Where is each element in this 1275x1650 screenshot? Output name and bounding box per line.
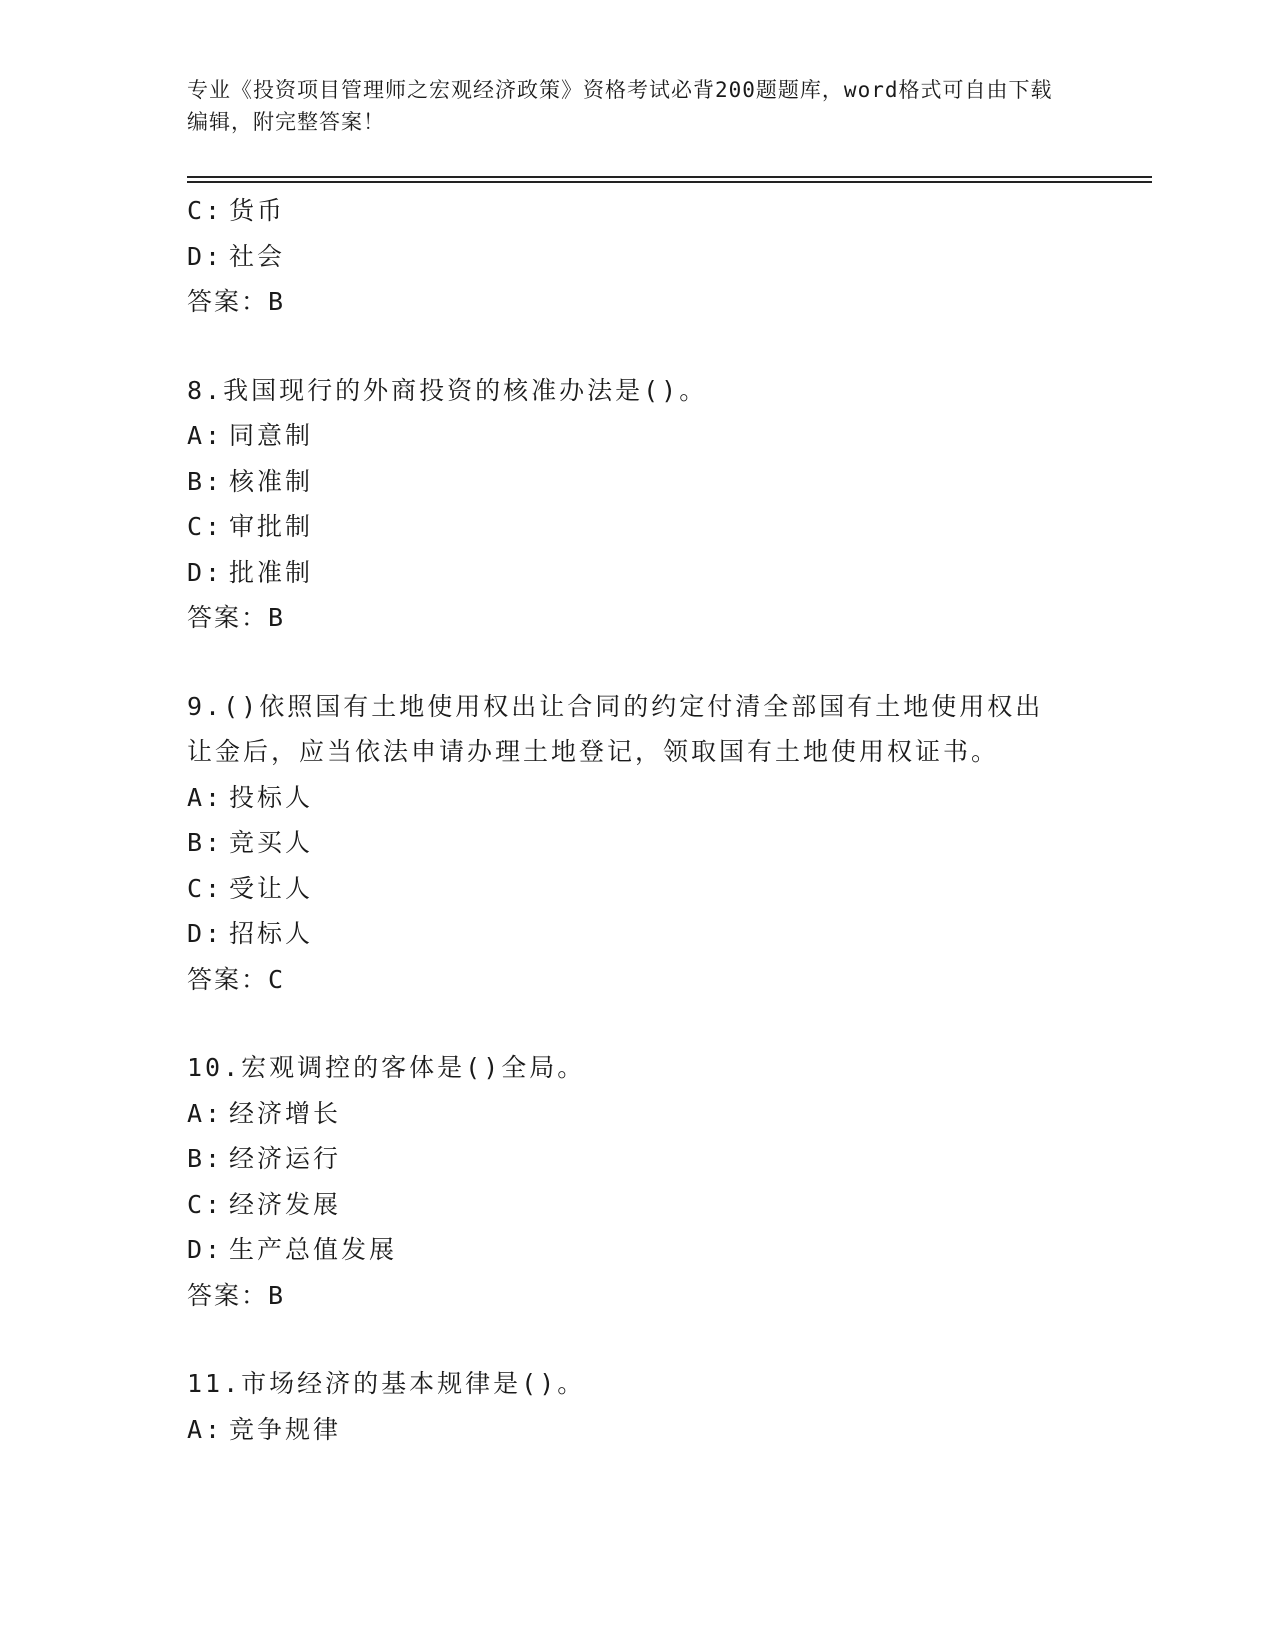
question-stem: 9.()依照国有土地使用权出让合同的约定付清全部国有土地使用权出让金后，应当依法申请办理土地登记，领取国有土地使用权证书。	[187, 691, 1044, 766]
option-c	[187, 866, 1067, 912]
answer-value: B	[268, 1280, 286, 1310]
answer-line	[187, 279, 1067, 325]
option-letter: A:	[187, 1098, 224, 1128]
question-stem: 8.我国现行的外商投资的核准办法是()。	[187, 375, 708, 405]
answer-value: B	[268, 287, 286, 316]
option-text: 招标人	[229, 919, 314, 948]
option-letter: D:	[187, 241, 224, 271]
option-letter: B:	[187, 466, 224, 496]
option-letter: C:	[187, 873, 224, 903]
question-11	[187, 1361, 1067, 1452]
answer-label: 答案：	[187, 603, 269, 632]
header-divider-double	[187, 181, 1152, 183]
option-b	[187, 1136, 1067, 1182]
header-divider	[187, 176, 1152, 178]
answer-label: 答案：	[187, 287, 269, 316]
option-c	[187, 504, 1067, 550]
option-a	[187, 775, 1067, 821]
option-letter: D:	[187, 919, 224, 948]
option-text: 批准制	[229, 557, 314, 587]
option-a	[187, 1091, 1067, 1137]
option-text: 社会	[229, 241, 286, 271]
option-letter: A:	[187, 782, 224, 812]
option-letter: C:	[187, 196, 224, 225]
document-header: 专业《投资项目管理师之宏观经济政策》资格考试必背200题题库，word格式可自由下载编辑，附完整答案！	[187, 78, 1053, 134]
option-text: 经济增长	[229, 1098, 342, 1128]
option-d	[187, 1227, 1067, 1273]
option-a	[187, 1407, 1067, 1453]
question-7-continuation	[187, 188, 1067, 325]
question-list	[187, 188, 1067, 1452]
answer-label: 答案：	[187, 964, 269, 994]
option-text: 经济发展	[229, 1189, 342, 1219]
option-letter: C:	[187, 1189, 224, 1219]
answer-value: B	[268, 603, 286, 632]
option-text: 经济运行	[229, 1144, 342, 1173]
option-letter: D:	[187, 1235, 224, 1264]
answer-line	[187, 957, 1067, 1003]
question-9	[187, 684, 1067, 1003]
option-c	[187, 1182, 1067, 1228]
option-text: 核准制	[229, 466, 314, 496]
option-text: 投标人	[229, 782, 314, 812]
option-letter: A:	[187, 421, 224, 450]
answer-value: C	[268, 964, 286, 994]
option-c	[187, 188, 1067, 234]
option-text: 同意制	[229, 421, 314, 450]
option-d	[187, 550, 1067, 596]
option-d	[187, 911, 1067, 957]
option-d	[187, 234, 1067, 280]
question-8	[187, 368, 1067, 641]
question-stem: 10.宏观调控的客体是()全局。	[187, 1053, 586, 1082]
option-text: 审批制	[229, 512, 314, 541]
option-text: 竞买人	[229, 828, 314, 857]
option-text: 竞争规律	[229, 1414, 342, 1444]
option-b	[187, 820, 1067, 866]
question-10	[187, 1045, 1067, 1318]
answer-line	[187, 1273, 1067, 1319]
option-text: 货币	[229, 196, 286, 225]
option-letter: D:	[187, 557, 224, 587]
option-letter: B:	[187, 1144, 224, 1173]
answer-label: 答案：	[187, 1280, 269, 1310]
option-b	[187, 459, 1067, 505]
option-text: 生产总值发展	[229, 1235, 398, 1264]
option-letter: B:	[187, 828, 224, 857]
option-letter: C:	[187, 512, 224, 541]
answer-line	[187, 595, 1067, 641]
question-stem: 11.市场经济的基本规律是()。	[187, 1369, 586, 1398]
option-text: 受让人	[229, 873, 314, 903]
option-a	[187, 413, 1067, 459]
option-letter: A:	[187, 1414, 224, 1444]
